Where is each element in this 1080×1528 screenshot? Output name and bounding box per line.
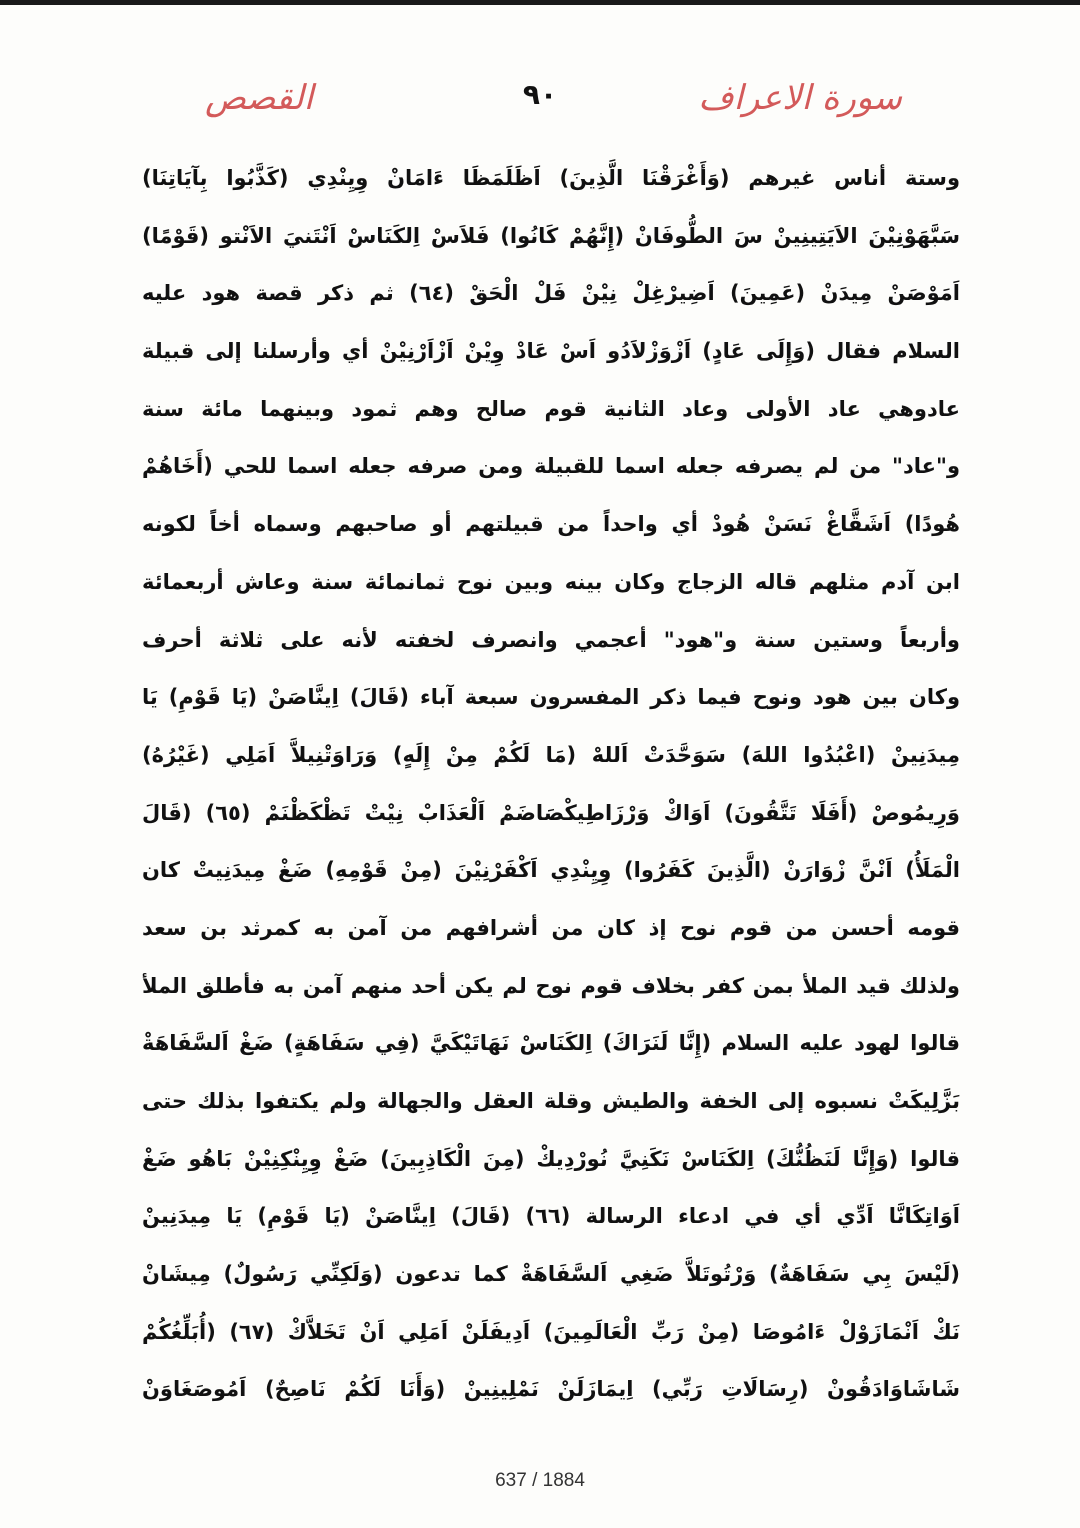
text-line: بَزَّلِيكَتْ نسبوه إلى الخفة والطيش وقلة العقل والجهالة ولم يكتفوا بذلك حتى	[142, 1089, 960, 1113]
text-line: عادوهي عاد الأولى وعاد الثانية قوم صالح وهم ثمود وبينهما مائة سنة	[142, 396, 960, 421]
text-line: ابن آدم مثلهم قاله الزجاج وكان بينه وبين نوح ثمانمائة سنة وعاش أربعمائة	[142, 569, 960, 594]
text-line: الْمَلَأُ) اَنْنَّ زْوَارَنْ (الَّذِينَ كَفَرُوا) وِيِنْدِي اَكْفَرْنِيْنَ (مِنْ قَوْمِهِ) ضَغْ مِيدَنِيتْ كان	[142, 858, 960, 883]
text-line: هُودًا) اَشَقَّاغْ نَسَنْ هُودْ أي واحداً من قبيلتهم أو صاحبهم وسماه أخاً لكونه	[142, 512, 960, 537]
text-line: شَاشَاوَادَقُونْ (رِسَالَاتِ رَبِّي) اِيمَازَلَنْ نَمْلِينِينْ (وَأَنَا لَكُمْ نَاصِحٌ) اَمُوصَغَاوَنْ	[142, 1377, 960, 1402]
text-line: السلام فقال (وَإِلَى عَادٍ) اَزْوَزْلاَدُو اَسْ عَادْ وِيْنْ اَزْاَرْنِيْنْ أي وأرسلنا إلى قبيلة	[142, 339, 960, 364]
text-line: قومه أحسن من قوم نوح إذ كان من أشرافهم من آمن به كمرثد بن سعد	[142, 915, 960, 940]
top-edge-bar	[0, 0, 1080, 5]
text-line: قالوا (وَإِنَّا لَنَظُنُّكَ) اِلكَنَاسْ نَكَنِيَّ نُورْدِيكْ (مِنَ الْكَاذِبِينَ) ضَغْ وِيِنْكِنِيْنْ بَاهُو ضَغْ	[142, 1146, 960, 1171]
text-line: (لَيْسَ بِي سَفَاهَةٌ) وَرْتُوتَلاَّ ضَغِي اَلسَّفَاهَةْ كما تدعون (وَلَكِنِّي رَسُولٌ) مِيشَانْ	[142, 1262, 960, 1287]
text-line: وأربعاً وستين سنة و"هود" أعجمي وانصرف لخفته لأنه على ثلاثة أحرف	[142, 627, 960, 652]
handwritten-surah-name: سورة الاعراف	[698, 78, 902, 118]
body-text	[142, 150, 960, 1419]
text-line: و"عاد" من لم يصرفه جعله اسما للقبيلة ومن صرفه جعله اسما للحي (أَخَاهُمْ	[142, 454, 960, 479]
text-line: اَوَاتِكَانَّا اَدِّي أي في ادعاء الرسالة (٦٦) (قَالَ) اِينَّاصَنْ (يَا قَوْمِ) يَا مِيدَنِينْ	[142, 1204, 960, 1229]
page-number: ٩٠	[522, 78, 558, 111]
text-line: قالوا لهود عليه السلام (إِنَّا لَنَرَاكَ) اِلكَنَاسْ نَهَاتَيْكَيَّ (فِي سَفَاهَةٍ) ضَغْ اَلسَّفَاهَةْ	[142, 1031, 960, 1056]
text-line: اَمَوْصَنْ مِيدَنْ (عَمِينَ) اَضِيرْغِلْ نِيْنْ فَلْ الْحَقْ (٦٤) ثم ذكر قصة هود عليه	[142, 281, 960, 306]
text-line: سَبَّهَوْنِيْنَ الاَيَتِينِينْ سَ الطُّوفَانْ (إِنَّهُمْ كَانُوا) فَلاَسْ اِلكَنَاسْ اَنْتَنيَ الاَنْتو (قَوْمًا)	[142, 223, 960, 248]
text-line: نَكْ اَنْمَازَوْلْ ءَامُوصَا (مِنْ رَبِّ الْعَالَمِينَ) اَدِيفَلَنْ اَمَلِي اَنْ تَخَلاَّكْ (٦٧) (أُبَلِّغُكُمْ	[142, 1319, 960, 1344]
text-line: وَرِيمُوصْ (أَفَلَا تَتَّقُونَ) اَوَاكْ وَرْزَاطِيكْصَاضَمْ اَلْعَذَابْ نِيْتْ تَظْكَظْنَمْ (٦٥) (قَالَ	[142, 800, 960, 825]
text-line: وستة أناس غيرهم (وَأَغْرَقْنَا الَّذِينَ) اَظَلَمَظَا ءَامَانْ وِيِنْدِي (كَذَّبُوا بِآيَاتِنَا)	[142, 166, 960, 190]
handwritten-note: القصص	[205, 78, 314, 118]
text-line: مِيدَنِينْ (اعْبُدُوا اللهَ) سَوَحَّدَتْ اَللهْ (مَا لَكُمْ مِنْ إِلَهٍ) وَرَاوَتْنِيلاَّ اَمَلِي (غَيْرُهُ)	[142, 742, 960, 767]
text-line: ولذلك قيد الملأ بمن كفر بخلاف قوم نوح لم يكن أحد منهم آمن به فأطلق الملأ	[142, 973, 960, 998]
page-indicator: 637 / 1884	[495, 1470, 585, 1491]
text-line: وكان بين هود ونوح فيما ذكر المفسرون سبعة آباء (قَالَ) اِينَّاصَنْ (يَا قَوْمِ) يَا	[142, 685, 960, 710]
